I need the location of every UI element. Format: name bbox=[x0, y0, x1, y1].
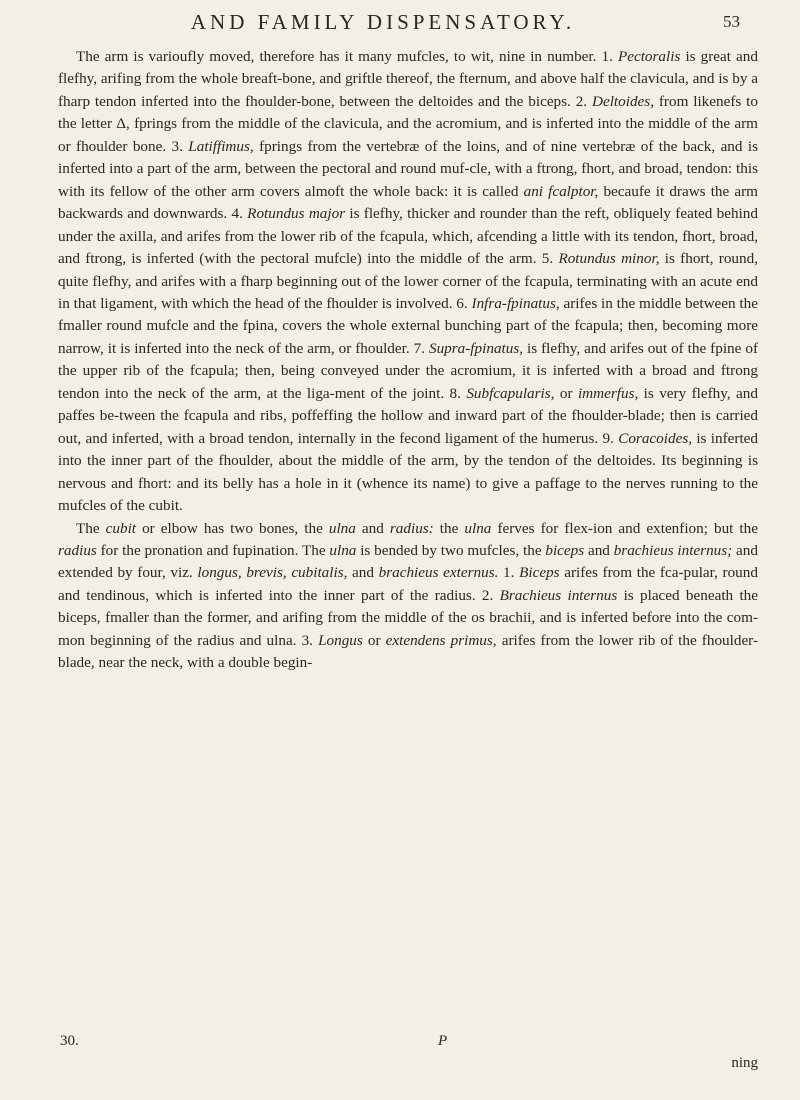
text-run: or bbox=[362, 631, 386, 649]
italic-term: Supra-fpinatus, bbox=[428, 339, 524, 357]
running-header bbox=[86, 10, 740, 38]
italic-term: radius: bbox=[389, 519, 434, 537]
page-footer bbox=[58, 1033, 758, 1079]
italic-term: Coracoides, bbox=[618, 429, 693, 447]
paragraph-cubit bbox=[58, 518, 758, 675]
italic-term: immerfus, bbox=[577, 384, 639, 402]
text-run: from likenefs to the letter Δ, fprings from the middle of the clavicula, and the acromium, and is inferted into the middle of the arm or fhoulder bone. 3. bbox=[58, 92, 758, 155]
paragraph-arm-muscles bbox=[58, 46, 758, 518]
italic-term: brachieus externus. bbox=[378, 564, 499, 582]
italic-term: brachieus internus; bbox=[613, 541, 733, 559]
catchword: ning bbox=[731, 1055, 758, 1071]
italic-term: ulna bbox=[329, 541, 357, 559]
text-run: or elbow has two bones, the bbox=[136, 519, 329, 537]
italic-term: Subfcapularis, bbox=[466, 384, 555, 402]
text-run: is inferted into the inner part of the fhoulder, about the middle of the arm, by the tendon of the deltoides. Its beginning is nervous and fhort: and its belly has a hole in it (whence its name) to give a paffage to the nerves running to the mufcles of the cubit. bbox=[58, 429, 758, 515]
italic-term: Rotundus major bbox=[247, 205, 346, 223]
italic-term: ulna bbox=[464, 519, 492, 537]
text-run: arifes from the fca-pular, round and tendinous, which is inferted into the inner part of the radius. 2. bbox=[58, 564, 758, 604]
italic-term: longus, brevis, cubitalis, bbox=[197, 564, 348, 582]
text-run: is fhort, round, quite flefhy, and arifes with a fharp beginning out of the lower corner of the fcapula, terminating with an acute end in that ligament, with which the head of the fhoulder is involved. 6. bbox=[58, 250, 759, 312]
italic-term: Biceps bbox=[519, 564, 560, 582]
running-title: AND FAMILY DISPENSATORY. bbox=[190, 10, 576, 34]
text-run: ferves for flex-ion and extenfion; but the bbox=[491, 519, 758, 537]
text-run: arifes in the middle between the fmaller round mufcle and the fpina, covers the whole external bunching part of the fcapula; then, becoming more narrow, it is inferted into the neck of the arm, or fhoulder. 7. bbox=[58, 294, 758, 357]
italic-term: Pectoralis bbox=[617, 48, 681, 65]
italic-term: Longus bbox=[318, 631, 363, 649]
italic-term: extendens primus, bbox=[385, 631, 497, 649]
signature-mark: 30. bbox=[60, 1033, 79, 1049]
text-run: and bbox=[584, 541, 614, 559]
italic-term: Deltoides, bbox=[591, 92, 654, 110]
text-run: becaufe it draws the arm backwards and downwards. 4. bbox=[58, 182, 758, 223]
text-run: is very flefhy, and paffes be-tween the fcapula and ribs, poffeffing the hollow and inward part of the fhoulder-blade; then is carried out, and inferted, with a broad tendon, internally in the fecond ligament of the humerus. 9. bbox=[58, 384, 758, 447]
text-run: and extended by four, viz. bbox=[58, 541, 758, 582]
text-run: The bbox=[76, 519, 106, 537]
italic-term: Infra-fpinatus, bbox=[471, 294, 560, 312]
text-run: arifes from the lower rib of the fhoulder-blade, near the neck, with a double begin- bbox=[58, 631, 758, 672]
italic-term: Brachieus internus bbox=[499, 586, 618, 604]
text-run: for the pronation and fupination. The bbox=[96, 541, 330, 559]
italic-term: ani fcalptor, bbox=[523, 182, 599, 200]
text-run: The arm is varioufly moved, therefore has it many mufcles, to wit, nine in number. 1. bbox=[76, 48, 618, 65]
italic-term: ulna bbox=[328, 519, 356, 537]
italic-term: radius bbox=[58, 541, 97, 559]
text-run: is bended by two mufcles, the bbox=[356, 541, 546, 559]
text-run: is flefhy, and arifes out of the fpine of the upper rib of the fcapula; then, being conveyed under the acromium, it is inferted with a broad and ftrong tendon into the neck of the arm, at the liga-ment of the joint. 8. bbox=[58, 339, 759, 402]
page-number: 53 bbox=[723, 12, 740, 31]
text-run: fprings from the vertebræ of the loins, and of nine vertebræ of the back, and is inferted into a part of the arm, between the pectoral and round muf-cle, with a ftrong, fhort, and broad, tendon: this with its fellow of the other arm covers almoft the whole back: it is called bbox=[58, 137, 758, 200]
text-run: and bbox=[347, 564, 379, 582]
text-run: is flefhy, thicker and rounder than the reft, obliquely feated behind under the axilla, and arifes from the lower rib of the fcapula, which, afcending a little with its tendon, fhort, broad, and ftrong, is inferted (with the pectoral mufcle) into the middle of the arm. 5. bbox=[58, 205, 758, 268]
italic-term: biceps bbox=[545, 541, 585, 559]
italic-term: cubit bbox=[105, 519, 137, 537]
text-run: 1. bbox=[498, 564, 520, 582]
italic-term: Latiffimus, bbox=[188, 137, 254, 155]
text-run: is great and flefhy, arifing from the whole breaft-bone, and griftle thereof, the fternum, and above half the clavicula, and is by a fharp tendon inferted into the fhoulder-bone, between the deltoides and the biceps. 2. bbox=[58, 48, 758, 110]
text-run: the bbox=[433, 519, 465, 537]
body-text bbox=[58, 46, 758, 675]
text-run: is placed beneath the biceps, fmaller than the former, and arifing from the middle of the os brachii, and is inferted before into the com-mon beginning of the radius and ulna. 3. bbox=[58, 586, 758, 649]
text-run: and bbox=[355, 519, 390, 537]
gathering-mark: P bbox=[438, 1033, 448, 1049]
text-run: or bbox=[554, 384, 578, 402]
italic-term: Rotundus minor, bbox=[558, 250, 660, 268]
